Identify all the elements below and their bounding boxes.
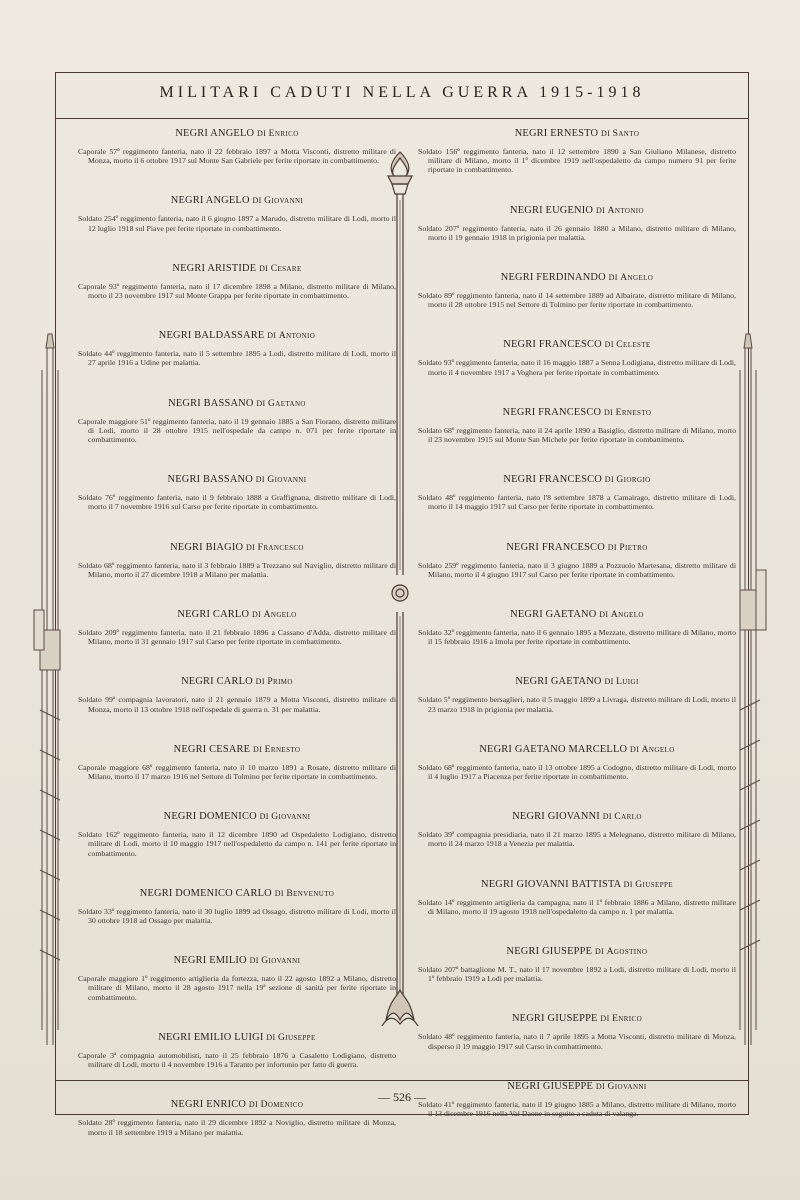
soldier-name: NEGRI EMILIO LUIGI bbox=[158, 1031, 267, 1043]
soldier-name: NEGRI FRANCESCO bbox=[503, 474, 605, 486]
father-name: Angelo bbox=[263, 610, 297, 621]
entry-text: Soldato 68º reggimento fanteria, nato il 24 aprile 1890 a Basiglio, distretto militare di Milano, morto il 23 novembre 1915 sul Monte San Michele per ferite riportate in combattimento. bbox=[418, 425, 736, 445]
list-item bbox=[78, 542, 396, 579]
entry-text: Caporale maggiore 1º reggimento artiglieria da fortezza, nato il 22 agosto 1892 a Milano, distretto militare di Milano, morto il 28 agosto 1917 nella 19ª sezione di sanità per ferite riportate in combattimento. bbox=[78, 974, 396, 1002]
entry-name bbox=[418, 272, 736, 283]
relation-word: DI bbox=[274, 888, 287, 898]
entry-name bbox=[418, 811, 736, 822]
list-item bbox=[418, 205, 736, 242]
soldier-name: NEGRI GAETANO bbox=[510, 609, 600, 621]
relation-word: DI bbox=[259, 263, 271, 273]
entry-text: Caporale maggiore 68º reggimento fanteria, nato il 10 marzo 1891 a Rosate, distretto militare di Milano, morto il 17 marzo 1916 nel Settore di Tolmino per ferite riportate in combattimento. bbox=[78, 762, 396, 782]
list-item bbox=[78, 128, 396, 165]
father-name: Giovanni bbox=[261, 956, 301, 967]
entry-name bbox=[78, 744, 396, 755]
father-name: Angelo bbox=[610, 610, 644, 621]
soldier-name: NEGRI BASSANO bbox=[167, 474, 256, 486]
entry-name bbox=[78, 676, 396, 687]
list-item bbox=[418, 879, 736, 916]
entry-text: Soldato 162º reggimento fanteria, nato il 12 dicembre 1890 ad Ospedaletto Lodigiano, distretto militare di Lodi, morto il 10 maggio 1917 nell'ospedaletto da campo n. 141 per ferite riportate in combattimento. bbox=[78, 830, 396, 858]
relation-word: DI bbox=[602, 812, 615, 822]
relation-word: DI bbox=[630, 744, 642, 754]
list-item bbox=[78, 811, 396, 858]
relation-word: DI bbox=[257, 129, 269, 138]
soldier-name: NEGRI EMILIO bbox=[173, 955, 250, 967]
soldier-name: NEGRI GIUSEPPE bbox=[506, 946, 595, 958]
entry-text: Soldato 76º reggimento fanteria, nato il 9 febbraio 1888 a Graffignana, distretto militare di Lodi, morto il 7 novembre 1916 sul Carso per ferite riportate in combattimento. bbox=[78, 493, 396, 512]
entry-name bbox=[78, 1032, 396, 1043]
father-name: Domenico bbox=[260, 1100, 304, 1111]
relation-word: DI bbox=[599, 610, 611, 620]
list-item bbox=[418, 128, 736, 175]
entry-name bbox=[418, 339, 736, 350]
soldier-name: NEGRI FRANCESCO bbox=[502, 406, 604, 418]
relation-word: DI bbox=[604, 677, 617, 687]
entry-name bbox=[418, 128, 736, 139]
soldier-name: NEGRI EUGENIO bbox=[510, 204, 596, 216]
relation-word: DI bbox=[607, 542, 620, 552]
entry-text: Soldato 33º reggimento fanteria, nato il 30 luglio 1899 ad Ossago, distretto militare di Lodi, morto il 30 ottobre 1918 ad Ossago per malattia. bbox=[78, 906, 396, 926]
list-item bbox=[78, 1032, 396, 1069]
entry-text: Soldato 207º battaglione M. T., nato il 17 novembre 1892 a Lodi, distretto militare di Lodi, morto il 1º febbraio 1919 a Lodi per malattia. bbox=[418, 965, 736, 984]
father-name: Celeste bbox=[616, 340, 651, 351]
father-name: Cesare bbox=[270, 263, 302, 274]
soldier-name: NEGRI GIUSEPPE bbox=[511, 1013, 601, 1025]
relation-word: DI bbox=[266, 1032, 278, 1042]
entry-name bbox=[418, 407, 736, 418]
list-item bbox=[78, 744, 396, 781]
soldier-name: NEGRI CESARE bbox=[173, 743, 254, 755]
list-item bbox=[78, 609, 396, 646]
soldier-name: NEGRI GIOVANNI bbox=[512, 811, 603, 823]
entry-text: Soldato 44º reggimento fanteria, nato il 5 settembre 1895 a Lodi, distretto militare di Lodi, morto il 27 aprile 1916 a Udine per malattia. bbox=[78, 349, 396, 368]
soldier-name: NEGRI ENRICO bbox=[170, 1099, 249, 1111]
header-rule bbox=[55, 118, 749, 119]
soldier-name: NEGRI BIAGIO bbox=[170, 541, 246, 553]
entry-text: Soldato 48º reggimento fanteria, nato l'8 settembre 1878 a Camairago, distretto militare di Lodi, morto il 14 maggio 1917 sul Carso per ferite riportate in combattimento. bbox=[418, 493, 736, 512]
relation-word: DI bbox=[604, 407, 616, 417]
soldier-name: NEGRI ERNESTO bbox=[514, 128, 602, 139]
soldier-name: NEGRI GAETANO bbox=[515, 676, 605, 688]
entry-name bbox=[78, 955, 396, 966]
entry-name bbox=[418, 474, 736, 485]
list-item bbox=[418, 811, 736, 848]
relation-word: DI bbox=[601, 129, 613, 138]
soldier-name: NEGRI GIOVANNI BATTISTA bbox=[481, 878, 624, 890]
soldier-name: NEGRI BALDASSARE bbox=[158, 330, 268, 342]
list-item bbox=[418, 946, 736, 983]
soldier-name: NEGRI DOMENICO bbox=[163, 811, 260, 823]
entry-name bbox=[418, 1013, 736, 1024]
right-column bbox=[418, 128, 736, 1148]
father-name: Ernesto bbox=[615, 407, 652, 418]
entry-name bbox=[418, 946, 736, 957]
soldier-name: NEGRI GIUSEPPE bbox=[507, 1080, 596, 1092]
relation-word: DI bbox=[248, 1100, 261, 1110]
soldier-name: NEGRI CARLO bbox=[181, 676, 256, 688]
father-name: Giuseppe bbox=[277, 1032, 316, 1043]
page-number: — 526 — bbox=[378, 1090, 426, 1104]
entry-text: Soldato 259º reggimento fanteria, nato il 3 giugno 1889 a Pozzuolo Martesana, distretto militare di Milano, morto il 4 giugno 1917 sul Carso per ferite riportate in combattimento. bbox=[418, 560, 736, 579]
relation-word: DI bbox=[267, 331, 279, 341]
soldier-name: NEGRI ANGELO bbox=[170, 195, 253, 207]
list-item bbox=[78, 474, 396, 511]
entry-name bbox=[418, 676, 736, 687]
father-name: Antonio bbox=[607, 205, 644, 216]
entry-name bbox=[78, 542, 396, 553]
relation-word: DI bbox=[595, 205, 608, 215]
relation-word: DI bbox=[251, 610, 264, 620]
soldier-name: NEGRI GAETANO MARCELLO bbox=[479, 743, 631, 755]
page-title: MILITARI CADUTI NELLA GUERRA 1915-1918 bbox=[159, 84, 645, 101]
soldier-name: NEGRI ANGELO bbox=[175, 128, 258, 139]
father-name: Primo bbox=[267, 677, 293, 688]
entry-name bbox=[78, 330, 396, 341]
relation-word: DI bbox=[246, 542, 258, 552]
entry-name bbox=[418, 205, 736, 216]
relation-word: DI bbox=[253, 744, 265, 754]
entry-name bbox=[78, 474, 396, 485]
father-name: Enrico bbox=[268, 129, 299, 139]
father-name: Luigi bbox=[616, 677, 639, 688]
entry-text: Soldato 89º reggimento fanteria, nato il 14 settembre 1889 ad Albairate, distretto militare di Milano, morto il 28 ottobre 1915 nel Settore di Tolmino per ferite riportate in combattimento. bbox=[418, 291, 736, 310]
father-name: Ernesto bbox=[264, 744, 301, 755]
list-item bbox=[78, 263, 396, 300]
list-item bbox=[418, 1013, 736, 1050]
soldier-name: NEGRI FRANCESCO bbox=[506, 541, 608, 553]
entry-text: Soldato 209º reggimento fanteria, nato il 21 febbraio 1896 a Cassano d'Adda, distretto militare di Milano, morto il 31 gennaio 1917 sul Carso per ferite riportate in combattimento. bbox=[78, 628, 396, 647]
father-name: Giovanni bbox=[264, 196, 304, 207]
list-item bbox=[78, 330, 396, 367]
entry-text: Soldato 48º reggimento fanteria, nato il 7 aprile 1895 a Motta Visconti, distretto militare di Monza, disperso il 19 maggio 1917 sul Carso in combattimento. bbox=[418, 1032, 736, 1051]
entry-name bbox=[78, 811, 396, 822]
entry-text: Soldato 39ª compagnia presidiaria, nato il 21 marzo 1895 a Melegnano, distretto militare di Milano, morto il 24 marzo 1918 a Venezia per malattia. bbox=[418, 830, 736, 849]
father-name: Francesco bbox=[257, 542, 304, 553]
entry-text: Soldato 156º reggimento fanteria, nato il 12 settembre 1890 a San Giuliano Milanese, distretto militare di Milano, morto il 1º dicembre 1919 nell'ospedaletto da campo numero 91 per ferite riportate in combattimento. bbox=[418, 147, 736, 175]
relation-word: DI bbox=[256, 398, 269, 408]
father-name: Enrico bbox=[612, 1014, 643, 1025]
father-name: Giovanni bbox=[267, 475, 307, 486]
soldier-name: NEGRI BASSANO bbox=[168, 397, 257, 409]
list-item bbox=[418, 542, 736, 579]
relation-word: DI bbox=[252, 196, 265, 206]
soldier-name: NEGRI FERDINANDO bbox=[500, 272, 609, 284]
list-item bbox=[418, 474, 736, 511]
relation-word: DI bbox=[595, 1081, 608, 1091]
list-item bbox=[78, 398, 396, 445]
relation-word: DI bbox=[259, 812, 272, 822]
entry-name bbox=[418, 542, 736, 553]
entry-text: Soldato 254º reggimento fanteria, nato il 6 giugno 1897 a Marudo, distretto militare di Lodi, morto il 12 luglio 1918 sul Piave per ferite riportate in combattimento. bbox=[78, 214, 396, 233]
father-name: Giuseppe bbox=[635, 879, 673, 890]
father-name: Giorgio bbox=[616, 475, 651, 486]
entry-name bbox=[78, 888, 396, 899]
entry-name bbox=[418, 879, 736, 890]
relation-word: DI bbox=[595, 947, 607, 957]
father-name: Angelo bbox=[641, 744, 675, 755]
list-item bbox=[418, 744, 736, 781]
left-fasces-pole-icon bbox=[30, 330, 72, 1050]
entry-text: Soldato 5º reggimento bersaglieri, nato il 5 maggio 1899 a Livraga, distretto militare di Lodi, morto il 23 marzo 1918 in prigionia per malattia. bbox=[418, 695, 736, 714]
entry-name bbox=[78, 263, 396, 274]
father-name: Gaetano bbox=[268, 398, 306, 409]
entry-name bbox=[78, 128, 396, 139]
list-item bbox=[418, 272, 736, 309]
list-item bbox=[418, 339, 736, 376]
entry-text: Caporale 57º reggimento fanteria, nato il 22 febbraio 1897 a Motta Visconti, distretto militare di Monza, morto il 6 ottobre 1917 sul Monte San Gabriele per ferite riportate in combattimento. bbox=[78, 147, 396, 166]
entry-text: Soldato 68º reggimento fanteria, nato il 13 ottobre 1895 a Codogno, distretto militare di Lodi, morto il 4 luglio 1917 a Piacenza per ferite riportate in combattimento. bbox=[418, 762, 736, 782]
father-name: Santo bbox=[612, 129, 640, 139]
entry-text: Caporale maggiore 51º reggimento fanteria, nato il 19 gennaio 1885 a San Fiorano, distretto militare di Lodi, morto il 28 ottobre 1915 nell'ospedale da campo n. 071 per ferite riportate in combattimento. bbox=[78, 416, 396, 445]
entry-text: Soldato 28º reggimento fanteria, nato il 29 dicembre 1892 a Noviglio, distretto militare di Monza, morto il 18 settembre 1919 a Milano per malattia. bbox=[78, 1118, 396, 1137]
entry-name bbox=[418, 609, 736, 620]
relation-word: DI bbox=[255, 677, 268, 687]
father-name: Agostino bbox=[606, 947, 648, 958]
relation-word: DI bbox=[604, 340, 617, 350]
soldier-name: NEGRI FRANCESCO bbox=[503, 339, 605, 351]
entry-name bbox=[78, 195, 396, 206]
left-column bbox=[78, 128, 396, 1167]
father-name: Giovanni bbox=[271, 812, 311, 823]
soldier-name: NEGRI DOMENICO CARLO bbox=[139, 887, 275, 899]
relation-word: DI bbox=[604, 475, 617, 485]
relation-word: DI bbox=[623, 879, 636, 889]
list-item bbox=[418, 609, 736, 646]
relation-word: DI bbox=[255, 475, 268, 485]
entry-name bbox=[418, 744, 736, 755]
entry-text: Soldato 93º reggimento fanteria, nato il 16 maggio 1887 a Senna Lodigiana, distretto militare di Lodi, morto il 4 novembre 1917 a Voghera per ferite riportate in combattimento. bbox=[418, 358, 736, 377]
relation-word: DI bbox=[600, 1014, 613, 1024]
father-name: Carlo bbox=[614, 812, 642, 823]
list-item bbox=[78, 888, 396, 925]
entry-text: Soldato 68º reggimento fanteria, nato il 3 febbraio 1889 a Trezzano sul Naviglio, distretto militare di Milano, morto il 27 dicembre 1918 a Milano per malattia. bbox=[78, 560, 396, 579]
entry-text: Soldato 14º reggimento artiglieria da campagna, nato il 1º febbraio 1886 a Milano, distretto militare di Milano, morto il 19 agosto 1918 nell'ospedaletto da campo n. 1 per malattia. bbox=[418, 897, 736, 916]
entry-name bbox=[78, 609, 396, 620]
soldier-name: NEGRI CARLO bbox=[177, 609, 252, 621]
list-item bbox=[418, 676, 736, 713]
relation-word: DI bbox=[608, 273, 621, 283]
father-name: Angelo bbox=[620, 273, 654, 284]
father-name: Giovanni bbox=[607, 1081, 647, 1092]
entry-text: Soldato 99ª compagnia lavoratori, nato il 21 gennaio 1879 a Motta Visconti, distretto militare di Monza, morto il 13 ottobre 1918 nell'ospedale di guerra n. 31 per malattia. bbox=[78, 695, 396, 714]
entry-text: Soldato 207º reggimento fanteria, nato il 26 gennaio 1880 a Milano, distretto militare di Milano, morto il 19 gennaio 1918 in prigionia per malattia. bbox=[418, 223, 736, 242]
father-name: Pietro bbox=[619, 542, 648, 553]
relation-word: DI bbox=[249, 956, 262, 966]
list-item bbox=[78, 955, 396, 1002]
entry-text: Caporale 93º reggimento fanteria, nato il 17 dicembre 1898 a Milano, distretto militare di Milano, morto il 23 novembre 1917 sul Monte Grappa per ferite riportate in combattimento. bbox=[78, 281, 396, 301]
entry-text: Caporale 3ª compagnia automobilisti, nato il 25 febbraio 1876 a Casaletto Lodigiano, distretto militare di Lodi, morto il 4 novembre 1916 a Taranto per infortunio per fatto di guerra. bbox=[78, 1050, 396, 1070]
list-item bbox=[78, 195, 396, 232]
entry-name bbox=[78, 398, 396, 409]
father-name: Benvenuto bbox=[286, 888, 335, 899]
entry-text: Soldato 32º reggimento fanteria, nato il 6 gennaio 1895 a Mezzate, distretto militare di Milano, morto il 15 febbraio 1916 a Imola per ferite riportate in combattimento. bbox=[418, 628, 736, 647]
soldier-name: NEGRI ARISTIDE bbox=[172, 262, 260, 274]
entry-text: Soldato 41º reggimento fanteria, nato il 19 giugno 1885 a Milano, distretto militare di Milano, morto il 13 dicembre 1916 nella Val Daone in seguito a caduta di valanga. bbox=[418, 1099, 736, 1119]
list-item bbox=[418, 407, 736, 444]
father-name: Antonio bbox=[278, 331, 316, 342]
list-item bbox=[78, 676, 396, 713]
